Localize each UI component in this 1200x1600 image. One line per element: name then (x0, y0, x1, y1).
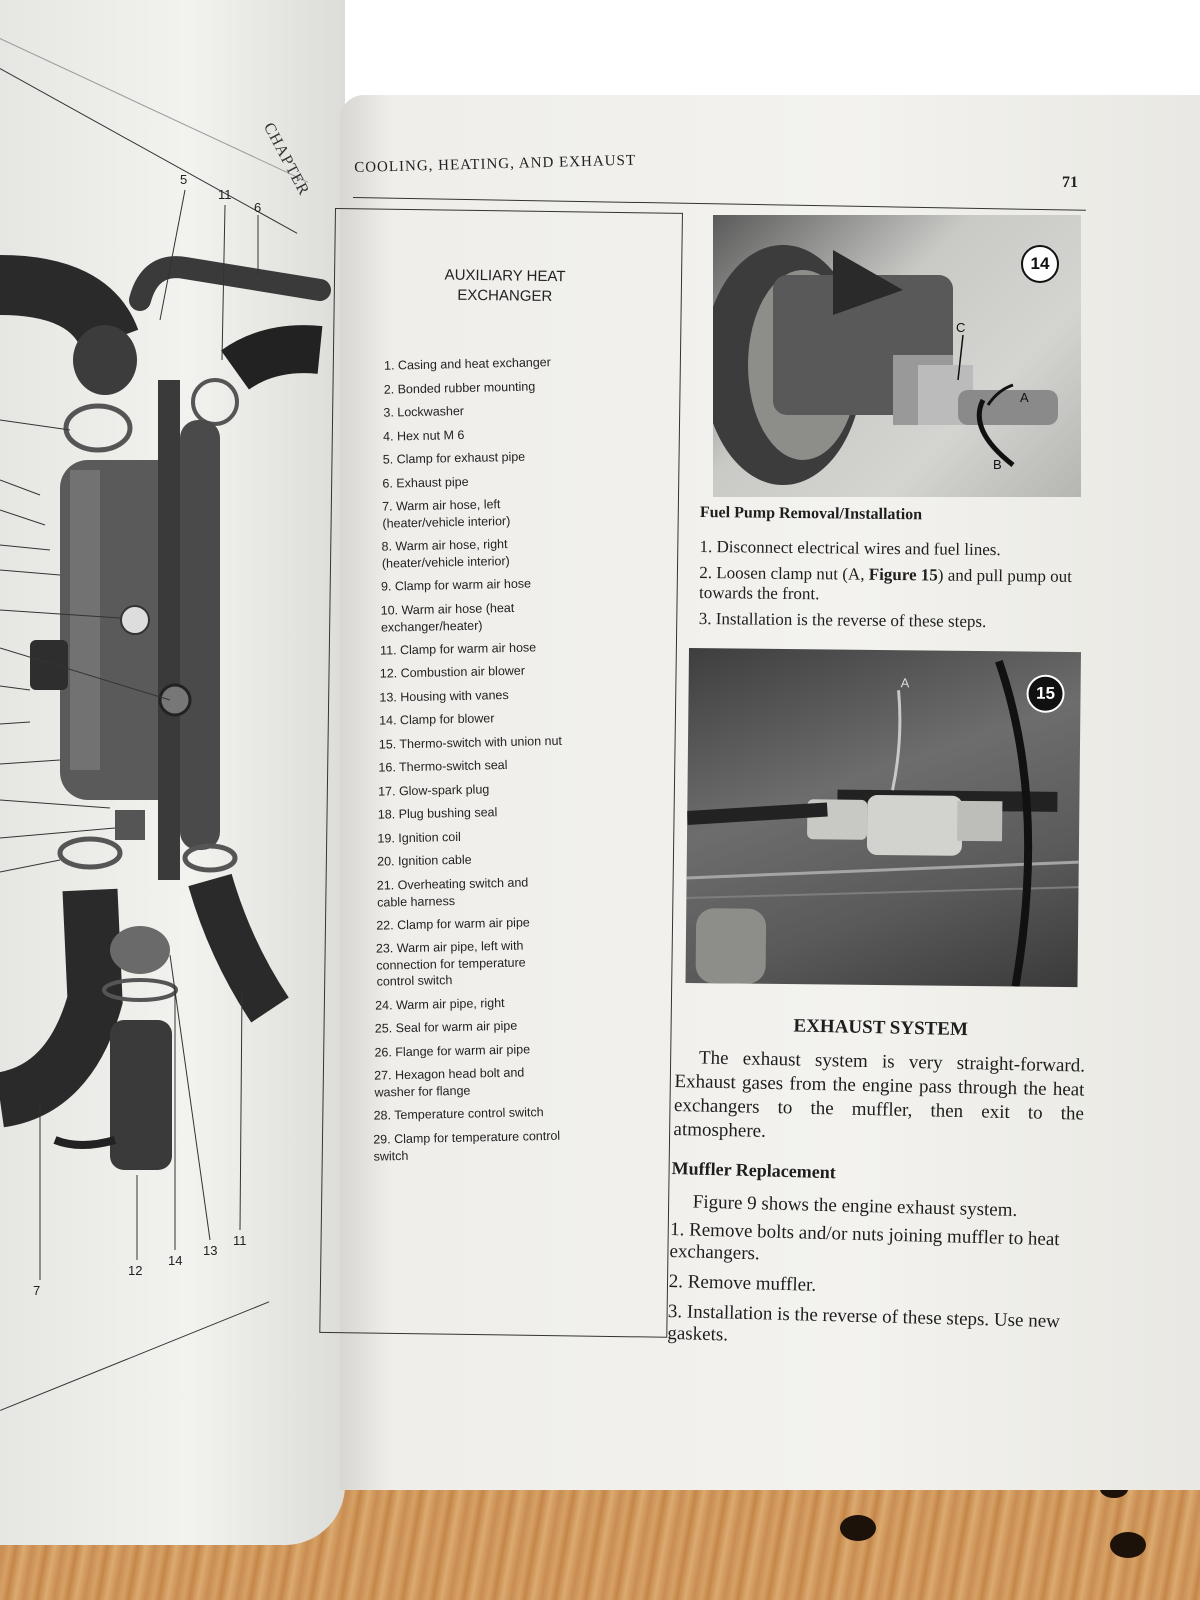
peg-hole (1110, 1532, 1146, 1558)
legend-item: 18. Plug bushing seal (377, 805, 498, 822)
callout-number: 6 (254, 200, 262, 215)
peg-hole (840, 1515, 876, 1541)
leader-line (0, 860, 60, 872)
callout-number: 13 (203, 1243, 218, 1258)
legend-item: 8. Warm air hose, right (heater/vehicle interior) (381, 537, 510, 571)
exchanger-pipe-part (180, 420, 220, 850)
leader-line (0, 545, 50, 550)
figure-number-badge: 14 (1021, 245, 1059, 283)
legend-item: 4. Hex nut M 6 (382, 427, 465, 444)
fuel-pump-step-1: 1. Disconnect electrical wires and fuel lines. (699, 536, 1001, 560)
leader-line (170, 955, 210, 1240)
muffler-section (667, 1157, 1090, 1356)
legend-box (319, 208, 683, 1338)
hose-clamp-part (193, 380, 237, 424)
warm-air-hose-part (235, 349, 320, 370)
exhaust-paragraph: The exhaust system is very straight-forward. Exhaust gases from the engine pass through the heat exchangers to the muffler, then exit to the atmosphere. (673, 1047, 1086, 1142)
warm-air-hose-part (0, 890, 95, 1100)
blower-motor-part (110, 1020, 172, 1170)
legend-item: 26. Flange for warm air pipe (374, 1041, 531, 1060)
fuel-pump-step-3: 3. Installation is the reverse of these steps. (698, 608, 987, 632)
leader-line (160, 190, 185, 320)
ignition-coil-part (30, 640, 68, 690)
hose-end-part (73, 325, 137, 395)
fuel-pump-heading: Fuel Pump Removal/Installation (699, 503, 923, 524)
muffler-step-2: 2. Remove muffler. (668, 1270, 817, 1296)
housing-vanes-part (110, 926, 170, 974)
legend-item: 3. Lockwasher (383, 404, 465, 420)
clamp-part (60, 839, 120, 867)
legend-item: 5. Clamp for exhaust pipe (382, 449, 526, 467)
photo-label: C (956, 320, 966, 335)
legend-item: 1. Casing and heat exchanger (383, 355, 551, 373)
leader-line (0, 686, 30, 690)
photo-label: B (993, 457, 1002, 472)
leader-line (0, 480, 40, 495)
photo-label: A (1020, 390, 1029, 405)
left-page (0, 0, 345, 1545)
legend-item: 24. Warm air pipe, right (375, 995, 505, 1013)
legend-item: 10. Warm air hose (heat exchanger/heater) (380, 600, 515, 634)
legend-item: 17. Glow-spark plug (377, 781, 490, 799)
legend-item: 11. Clamp for warm air hose (379, 639, 537, 658)
legend-item: 25. Seal for warm air pipe (374, 1018, 518, 1036)
blower-cable-part (55, 1140, 115, 1145)
leader-line (0, 800, 110, 808)
legend-item: 9. Clamp for warm air hose (380, 576, 532, 594)
glow-plug-part (160, 685, 190, 715)
callout-number: 11 (233, 1233, 247, 1248)
figure-14-photo (713, 215, 1081, 497)
legend-item: 2. Bonded rubber mounting (383, 379, 536, 397)
fuel-pump-step-2: 2. Loosen clamp nut (A, Figure 15) and pull pump out towards the front. (698, 562, 1073, 604)
callout-number: 7 (33, 1283, 41, 1298)
thermo-switch-part (121, 606, 149, 634)
figure-number-badge: 15 (1026, 675, 1064, 713)
page-number: 71 (1062, 174, 1078, 191)
callout-number: 12 (128, 1263, 143, 1278)
running-head: COOLING, HEATING, AND EXHAUST (354, 152, 637, 176)
leader-line (0, 570, 60, 575)
legend-item: 21. Overheating switch and cable harness (376, 874, 529, 909)
muffler-heading: Muffler Replacement (671, 1157, 837, 1183)
exhaust-section (673, 1012, 1086, 1151)
legend-item: 14. Clamp for blower (378, 711, 495, 728)
mounting-bracket-part (158, 380, 180, 880)
leader-line (0, 722, 30, 724)
legend-item: 12. Combustion air blower (379, 663, 526, 681)
photo-label: A (900, 675, 910, 691)
clamp-part (185, 846, 235, 870)
exhaust-heading: EXHAUST SYSTEM (793, 1015, 969, 1041)
casing-highlight (70, 470, 100, 770)
muffler-step-3: 3. Installation is the reverse of these steps. Use new gaskets. (667, 1300, 1061, 1346)
legend-title-line2: EXCHANGER (457, 286, 553, 306)
legend-list (373, 355, 644, 1175)
legend-item: 28. Temperature control switch (373, 1105, 544, 1123)
chapter-tag: CHAPTER (259, 120, 313, 199)
callout-number: 14 (168, 1253, 183, 1268)
figure-15-photo (685, 648, 1080, 987)
legend-item: 15. Thermo-switch with union nut (378, 733, 563, 752)
callout-number: 11 (218, 187, 232, 202)
exploded-parts-diagram (0, 0, 345, 1400)
hose-clamp-part (66, 406, 130, 450)
leader-line (240, 990, 242, 1230)
fuel-pump-mounted-illustration (685, 648, 1080, 987)
legend-item: 27. Hexagon head bolt and washer for flange (374, 1065, 525, 1100)
legend-item: 19. Ignition coil (377, 829, 462, 846)
legend-item: 22. Clamp for warm air pipe (376, 914, 530, 933)
muffler-intro: Figure 9 shows the engine exhaust system. (692, 1191, 1018, 1222)
warm-air-hose-part (210, 880, 270, 1010)
fuel-pump-section (699, 503, 1090, 633)
leader-line (0, 760, 60, 764)
leader-line (0, 420, 70, 430)
callout-number: 5 (180, 172, 188, 187)
legend-item: 16. Thermo-switch seal (378, 757, 508, 775)
legend-item: 20. Ignition cable (377, 852, 472, 869)
leader-line (0, 510, 45, 525)
overheating-switch-part (115, 810, 145, 840)
legend-item: 29. Clamp for temperature control switch (373, 1128, 561, 1163)
legend-title (405, 265, 606, 308)
legend-item: 7. Warm air hose, left (heater/vehicle interior) (381, 497, 511, 531)
legend-item: 6. Exhaust pipe (382, 474, 469, 491)
muffler-step-1: 1. Remove bolts and/or nuts joining muffler to heat exchangers. (669, 1218, 1060, 1265)
legend-title-line1: AUXILIARY HEAT (444, 266, 566, 286)
leader-line (0, 828, 115, 838)
legend-item: 23. Warm air pipe, left with connection for temperature control switch (375, 938, 526, 989)
legend-item: 13. Housing with vanes (379, 687, 509, 705)
